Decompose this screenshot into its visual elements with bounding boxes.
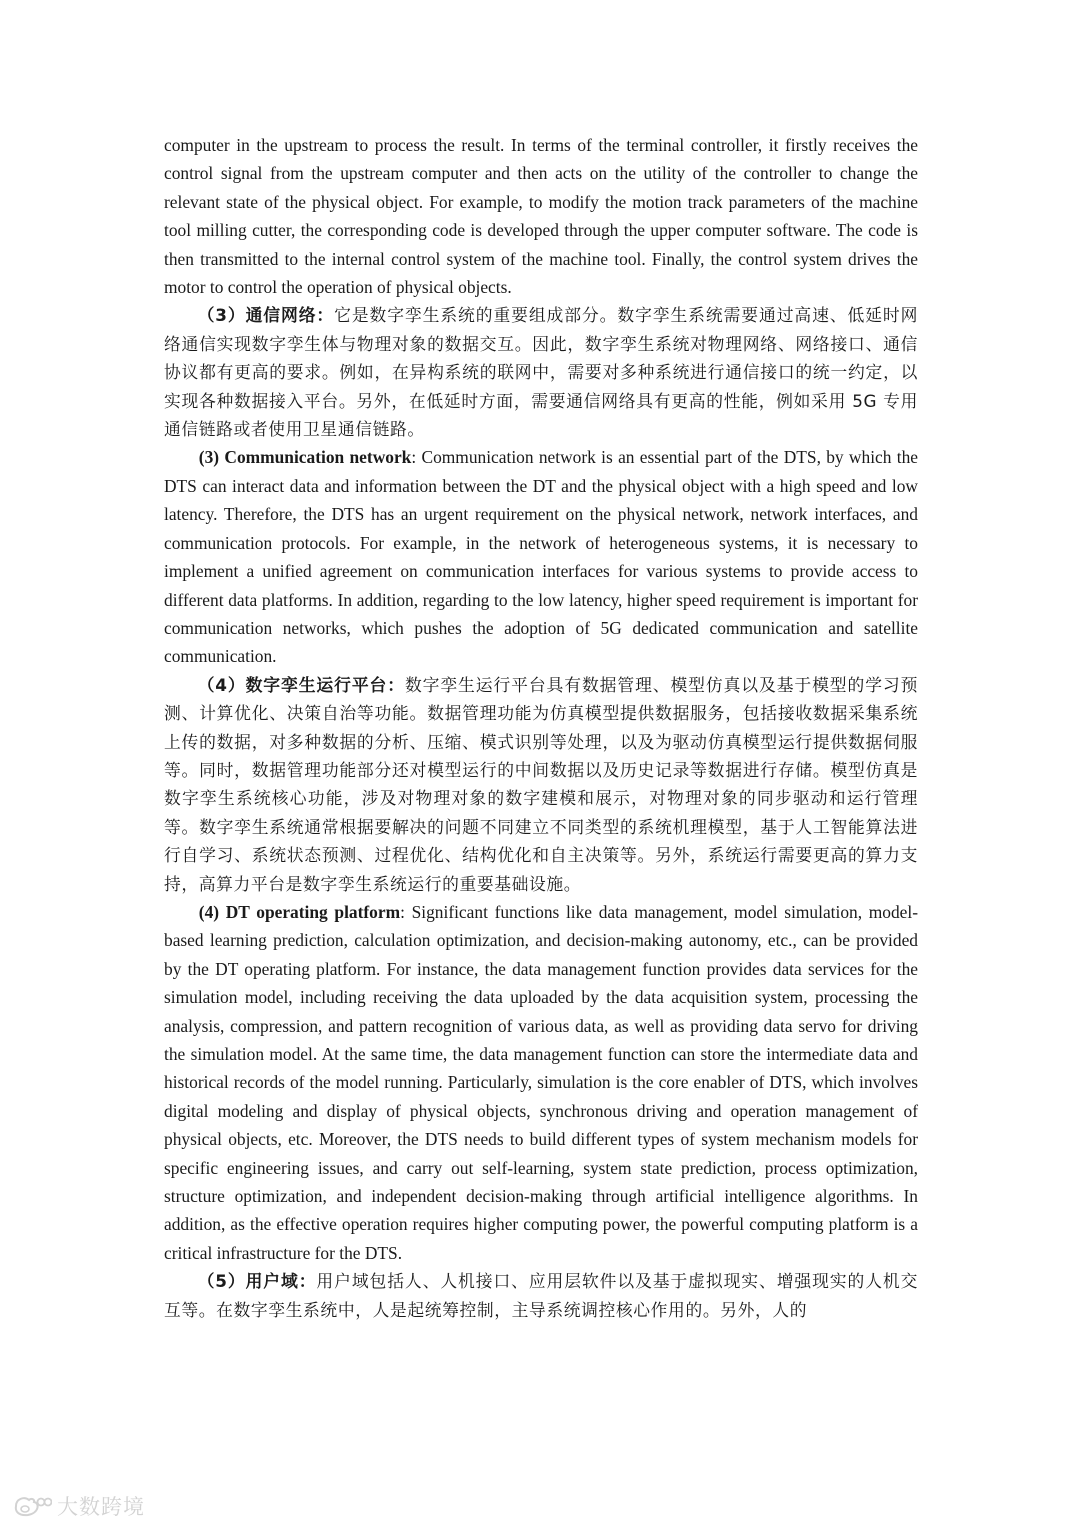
- section-heading: （4）数字孪生运行平台：: [197, 674, 405, 695]
- paragraph-text: : Communication network is an essential part of the DTS, by which the DTS can interact data and information between the DT and the physical object with a high speed and low latency. Therefore, the DTS has an urgent requirement on the physical network, network interfaces, and communication protocols. For example, in the network of heterogeneous systems, it is necessary to implement a unified agreement on communication interfaces for various systems to provide access to different data platforms. In addition, regarding to the low latency, higher speed requirement is important for communication networks, which pushes the adoption of 5G dedicated communication and satellite communication.: [164, 447, 918, 667]
- paragraph-dt-platform-en: [164, 898, 918, 1267]
- paragraph-text: : Significant functions like data management, model simulation, model-based learning prediction, calculation optimization, and decision-making autonomy, etc., can be provided by the DT operating platform. For instance, the data management function provides data services for the simulation model, including receiving the data uploaded by the data acquisition system, processing the analysis, compression, and pattern recognition of various data, as well as providing data servo for driving the simulation model. At the same time, the data management function can store the intermediate data and historical records of the model running. Particularly, simulation is the core enabler of DTS, which involves digital modeling and display of physical objects, synchronous driving and operation management of physical objects, etc. Moreover, the DTS needs to build different types of system mechanism models for specific engineering issues, and carry out self-learning, system state prediction, process optimization, structure optimization, and independent decision-making through artificial intelligence algorithms. In addition, as the effective operation requires higher computing power, the powerful computing platform is a critical infrastructure for the DTS.: [164, 901, 919, 1263]
- paragraph-text: computer in the upstream to process the result. In terms of the terminal controller, it firstly receives the control signal from the upstream computer and then acts on the utility of the controller to change the relevant state of the physical object. For example, to modify the motion track parameters of the machine tool milling cutter, the corresponding code is developed through the upper computer software. The code is then transmitted to the internal control system of the machine tool. Finally, the control system drives the motor to control the operation of physical objects.: [164, 135, 918, 298]
- paragraph-text: 它是数字孪生系统的重要组成部分。数字孪生系统需要通过高速、低延时网络通信实现数字孪生体与物理对象的数据交互。因此，数字孪生系统对物理网络、网络接口、通信协议都有更高的要求。例如，在异构系统的联网中，需要对多种系统进行通信接口的统一约定，以实现各种数据接入平台。另外，在低延时方面，需要通信网络具有更高的性能，例如采用 5G 专用通信链路或者使用卫星通信链路。: [164, 305, 918, 440]
- weibo-logo-icon: [10, 1493, 52, 1519]
- paragraph-text: 数字孪生运行平台具有数据管理、模型仿真以及基于模型的学习预测、计算优化、决策自治等功能。数据管理功能为仿真模型提供数据服务，包括接收数据采集系统上传的数据，对多种数据的分析、压缩、模式识别等处理，以及为驱动仿真模型运行提供数据伺服等。同时，数据管理功能部分还对模型运行的中间数据以及历史记录等数据进行存储。模型仿真是数字孪生系统核心功能，涉及对物理对象的数字建模和展示，对物理对象的同步驱动和运行管理等。数字孪生系统通常根据要解决的问题不同建立不同类型的系统机理模型，基于人工智能算法进行自学习、系统状态预测、过程优化、结构优化和自主决策等。另外，系统运行需要更高的算力支持，高算力平台是数字孪生系统运行的重要基础设施。: [164, 674, 918, 894]
- section-heading: （5）用户域：: [197, 1271, 317, 1292]
- watermark: [10, 1492, 145, 1520]
- watermark-text: 大数跨境: [57, 1495, 145, 1519]
- paragraph-user-domain-zh: [164, 1267, 918, 1324]
- paragraph-communication-network-zh: [164, 301, 918, 443]
- paragraph-text: 用户域包括人、人机接口、应用层软件以及基于虚拟现实、增强现实的人机交互等。在数字孪生系统中，人是起统筹控制，主导系统调控核心作用的。另外，人的: [164, 1271, 918, 1320]
- section-heading: （3）通信网络：: [197, 305, 335, 326]
- section-heading: (3) Communication network: [198, 447, 412, 468]
- paragraph-terminal-controller: [164, 131, 918, 301]
- document-body: [164, 131, 918, 1324]
- paragraph-dt-platform-zh: [164, 671, 918, 898]
- paragraph-communication-network-en: [164, 443, 918, 670]
- section-heading: (4) DT operating platform: [198, 901, 401, 922]
